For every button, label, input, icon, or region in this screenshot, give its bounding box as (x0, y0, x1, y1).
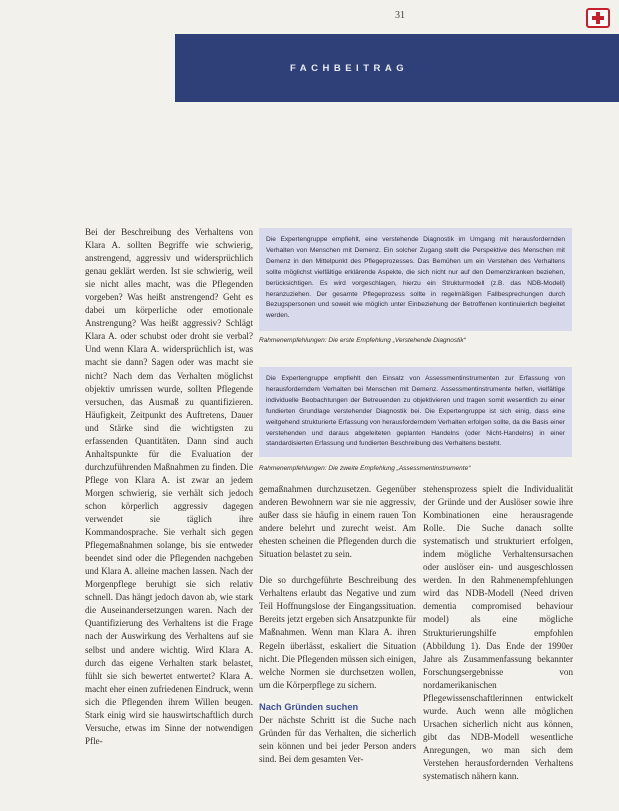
body-paragraph: stehensprozess spielt die Individualität der Gründe und der Auslöser sowie ihre Kombinationen eine herausragende Rolle. Die Suche danach sollte systematisch und strukturiert erfolgen, indem mögliche Verhaltensursachen oder auslöser ein- und ausgeschlossen werden. In den Rahmenempfehlungen wird das NDB-Modell (Need driven dementia compromised behaviour model) als eine mögliche Strukturierungshilfe empfohlen (Abbildung 1). Das Ende der 1990er Jahre als Zusammenfassung bekannter Forschungsergebnisse von nordamerikanischen Pflegewissenschaftlerinnen entwickelt wurde. Auch wenn alle möglichen Ursachen sicherlich nicht aus können, gibt das NDB-Modell wesentliche Anregungen, wo man sich dem Verstehen herausfordernden Verhaltens systematisch nähern kann. (423, 484, 573, 782)
body-paragraph: Der nächste Schritt ist die Suche nach Gründen für das Verhalten, die sicherlich sein können und bei jeder Person anders sind. Bei dem gesamten Ver- (259, 714, 416, 764)
body-paragraph: gemaßnahmen durchzusetzen. Gegenüber anderen Bewohnern war sie nie aggressiv, außer dass sie häufig in einem rauen Ton andere belehrt und zurecht weist. Am ehesten scheinen die Pflegenden durch die Situation belastet zu sein. (259, 484, 416, 560)
box-text: Die Expertengruppe empfiehlt den Einsatz von Assessmentinstrumenten zur Erfassung von herausforderndem Verhalten bei Menschen mit Demenz. Assessmentinstrumente helfen, vielfältige individuelle Beobachtungen der Betreuenden zu objektivieren und tragen somit wesentlich zu einer fundierten Grundlage verstehender Diagnostik bei. Die Expertengruppe ist sich einig, dass eine weitgehend strukturierte Erfassung von herausforderndem Verhalten erfolgen sollte, da die Basis einer verstehenden und daraus abgeleiteten geplanten Handelns (oder Nicht-Handelns) in einer standardisierten Erfassung und fundierten Beschreibung des Verhaltens besteht. (266, 375, 565, 448)
text-column-right (423, 483, 573, 783)
body-paragraph: Bei der Beschreibung des Verhaltens von Klara A. sollten Begriffe wie schwierig, anstrengend, aggressiv und widersprüchlich genau geklärt werden. Ist sie schwierig, weil sie nicht alles macht, was die Pflegenden vorgeben? Was heißt anstrengend? Geht es dabei um körperliche oder emotionale Anstrengung? Was heißt aggressiv? Schlägt Klara A. oder schubst oder droht sie verbal? Und wenn Klara A. widersprüchlich ist, was macht sie dann? Sagen oder was macht sie nicht? Nach dem das Verhalten möglichst objektiv umrissen wurde, sollten Pflegende versuchen, das Ausmaß zu quantifizieren. Häufigkeit, Zeitpunkt des Auftretens, Dauer und Stärke sind die wichtigsten zu erfassenden Quantitäten. Dann sind auch Anhaltspunkte für die Evaluation der durchzuführenden Maßnahmen zu finden. Die Pflege von Klara A. ist zwar an jedem Morgen schwierig, sie verhält sich jedoch schon körperlich aggressiv dagegen verwendet sie täglich ihre Kommandosprache. Sie verhalt sich gegen Pflegemaßnahmen solange, bis sie entweder beendet sind oder die Pflegenden nachgeben und Klara A. alleine machen lassen. Nach der Morgenpflege beruhigt sie sich relativ schnell. Das hängt jedoch davon ab, wie stark die Auseinandersetzungen waren. Nach der Quantifizierung des Verhaltens ist die Frage nach der Auswirkung des Verhaltens auf sie selbst und andere wichtig. Wird Klara A. durch das eigene Verhalten stark belastet, fühlt sie sich bewertet entwertet? Klara A. macht eher einen zufriedenen Eindruck, wenn sich die Pflegenden ihrem Willen beugen. Stark einig wird sie hauswirtschaftlich durch Versuche, etwas im Sinne der notwendigen Pfle- (85, 227, 253, 746)
text-column-left (85, 226, 253, 748)
cross-logo-icon (586, 8, 610, 28)
box-text: Die Expertengruppe empfiehlt, eine verstehende Diagnostik im Umgang mit herausfordernden Verhalten von Menschen mit Demenz. Ein solcher Zugang stellt die Perspektive des Menschen mit Demenz in den Mittelpunkt des Pflegeprozesses. Das Bemühen um ein Verstehen des Verhaltens sollte möglichst vielfältige erklärende Aspekte, die sich nicht nur auf den Demenzkranken beziehen, berücksichtigen. Es wird vorgeschlagen, hierzu ein Strukturmodell (z.B. das NDB-Modell) heranzuziehen. Der gesamte Pflegeprozess sollte in regelmäßigen Fallbesprechungen durch Bezugspersonen und soweit wie möglich unter Einbeziehung der Betroffenen kontinuierlich begleitet werden. (266, 236, 565, 320)
section-subheading: Nach Gründen suchen (259, 701, 359, 712)
body-paragraph: Die so durchgeführte Beschreibung des Verhaltens erlaubt das Negative und zum Teil Hoffnungslose der Eingangssituation. Bereits jetzt ergeben sich Ansatzpunkte für Maßnahmen. Wenn man Klara A. ihren Regeln überlässt, eskaliert die Situation nicht. Die Pflegenden müssen sich einigen, welche Normen sie durchsetzen wollen, um die Körperpflege zu sichern. (259, 575, 416, 690)
section-title: FACHBEITRAG (290, 63, 409, 74)
recommendation-box-1 (259, 228, 572, 331)
page-number: 31 (395, 10, 405, 21)
text-column-middle (259, 483, 416, 766)
recommendation-box-2 (259, 367, 572, 457)
box-caption-1: Rahmenempfehlungen: Die erste Empfehlung „Verstehende Diagnostik“ (259, 337, 466, 344)
box-caption-2: Rahmenempfehlungen: Die zweite Empfehlung „Assessmentinstrumente“ (259, 465, 471, 472)
